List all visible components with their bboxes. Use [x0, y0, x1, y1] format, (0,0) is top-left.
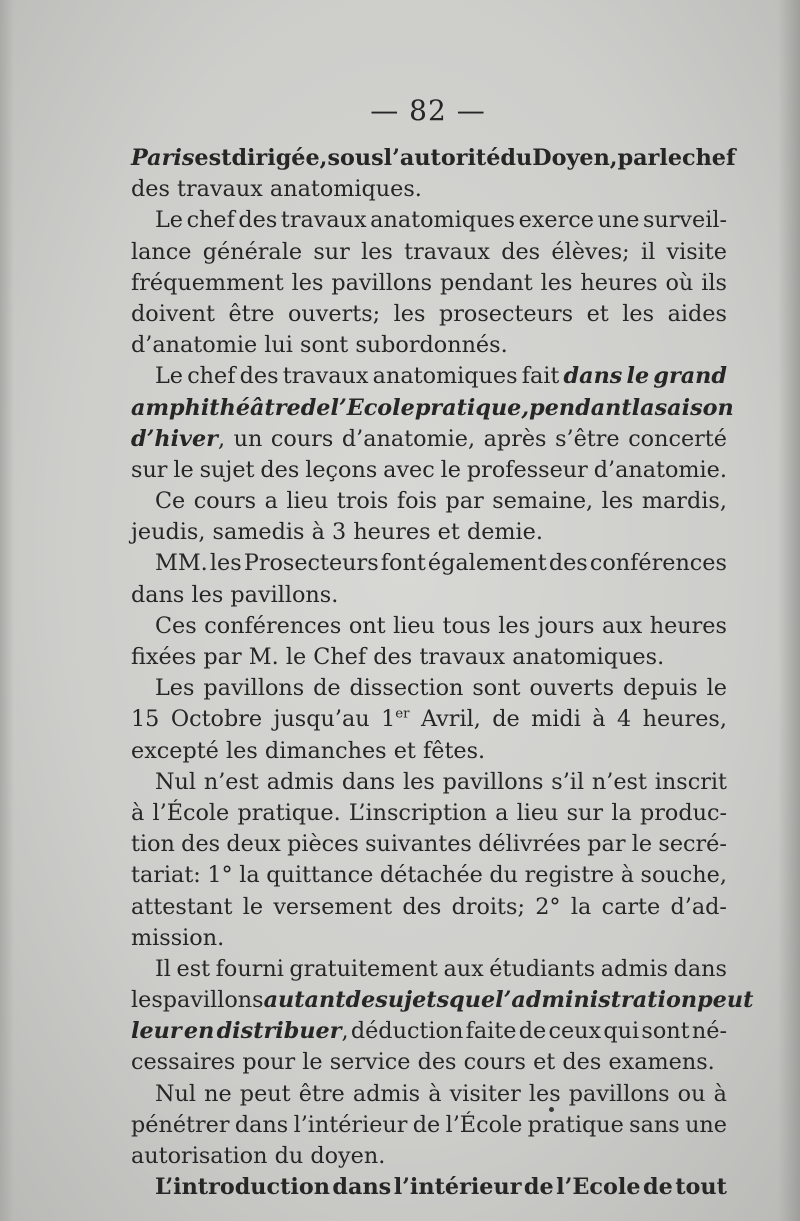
text-line [131, 798, 727, 829]
word: ouverts; [288, 300, 381, 327]
word: des [562, 1049, 602, 1076]
word: leçons [305, 456, 378, 483]
word: les [226, 737, 258, 764]
word: le [631, 831, 653, 858]
word: Doyen, [532, 145, 618, 171]
word: l’intérieur [293, 1111, 408, 1138]
word: 4 [617, 706, 632, 733]
text-line [131, 892, 727, 923]
text-line [131, 174, 727, 205]
text-line [131, 954, 727, 985]
word: est [194, 145, 232, 171]
word: ceux [548, 1018, 602, 1045]
word: pénétrer [131, 1111, 230, 1138]
word: cours [463, 1049, 526, 1076]
word: de [523, 1174, 554, 1201]
text-line [131, 611, 727, 642]
text-line [131, 642, 727, 673]
word: Octobre [170, 706, 263, 733]
text-line [131, 361, 727, 392]
word: tout [675, 1174, 727, 1201]
word: de [518, 1018, 547, 1045]
word: jusqu’au [273, 706, 370, 733]
word: est [176, 955, 211, 982]
word: gratuitement [289, 955, 438, 982]
text-line [131, 1016, 727, 1047]
word: les [131, 987, 163, 1014]
text-line [131, 330, 727, 361]
word: du [274, 1143, 304, 1169]
word: fêtes. [423, 737, 486, 764]
word: avec [383, 456, 435, 483]
word: service [329, 1049, 411, 1076]
word: l’Ecole [556, 1174, 641, 1201]
text-line [131, 548, 727, 579]
word: d’anatomie [131, 332, 258, 359]
word: grand [653, 363, 727, 390]
word: peut [697, 987, 754, 1014]
word: 2° [535, 893, 561, 920]
word: pavillons [162, 987, 264, 1014]
word: inscrit [654, 768, 727, 795]
word: distribuer, [216, 1018, 349, 1045]
word: saison [654, 394, 734, 421]
word: d’anatomie. [593, 456, 727, 483]
word: admis [266, 768, 335, 795]
word: Le [155, 207, 184, 234]
word: à [131, 799, 145, 826]
word: excepté [131, 737, 219, 764]
word: l’administration [495, 987, 698, 1014]
word: d’anatomie, [341, 425, 476, 452]
word: heures [353, 519, 431, 546]
text-line [131, 486, 727, 517]
word: lui [264, 332, 293, 359]
word: a [495, 799, 509, 826]
word: a [264, 488, 278, 515]
text-line [131, 1047, 727, 1078]
word: des [501, 238, 541, 265]
word: souche, [640, 862, 727, 889]
word: une [597, 207, 640, 234]
word: sont [300, 332, 349, 359]
word: admis [600, 955, 669, 982]
word: midi [531, 706, 581, 733]
word: semaine, [492, 488, 594, 515]
word: le [285, 644, 307, 670]
word: lieu [516, 799, 559, 826]
word: d’ad- [670, 893, 727, 920]
word: 15 [131, 706, 160, 733]
word: du [489, 862, 519, 889]
page-number: — 82 — [370, 94, 486, 127]
text-line [131, 736, 727, 767]
word: les [403, 768, 435, 795]
word: en [183, 1018, 215, 1045]
word: s’il [551, 768, 585, 795]
word: dans [234, 1111, 289, 1138]
word: tous [442, 612, 491, 639]
word: pavillons. [230, 581, 339, 608]
word: après [483, 425, 547, 452]
word: Paris [131, 145, 195, 171]
text-line [131, 1141, 727, 1172]
text-line [131, 1110, 727, 1141]
word: et [586, 300, 609, 327]
word: lieu [393, 612, 435, 639]
word: les [528, 1080, 561, 1107]
word: pour [242, 1049, 296, 1076]
word: conférences [204, 612, 342, 639]
word: de [412, 1111, 441, 1138]
word: versement [273, 893, 393, 920]
word: que [449, 987, 496, 1014]
word: demie. [466, 519, 543, 546]
word: samedis [212, 519, 305, 546]
word: Ce [155, 488, 186, 515]
word: ont [348, 612, 386, 639]
word: également [427, 550, 547, 577]
text-line [131, 704, 727, 735]
word: fois [396, 488, 438, 515]
text-line [131, 860, 727, 891]
word: exerce [518, 207, 594, 234]
word: le [659, 145, 683, 171]
word: MM. [155, 550, 208, 577]
word: pratique, [414, 394, 530, 421]
word: font [380, 550, 426, 577]
word: ou [677, 1080, 706, 1107]
word: secré- [658, 831, 727, 858]
word: dimanches [264, 737, 387, 764]
word: 3 [332, 519, 347, 546]
word: conférences [589, 550, 727, 577]
word: qui [603, 1018, 640, 1045]
word: pièces [287, 831, 359, 858]
word: autorisation [131, 1143, 268, 1169]
word: des [239, 363, 279, 390]
text-line [131, 829, 727, 860]
word: le [173, 456, 194, 483]
page-left-edge-shadow [0, 0, 14, 1221]
word: travaux [404, 238, 490, 265]
text-line [131, 299, 727, 330]
word: des [131, 176, 170, 203]
word: Avril, [420, 706, 481, 733]
word: lieu [286, 488, 329, 515]
word: doivent [131, 300, 215, 327]
word: examens. [608, 1049, 715, 1076]
word: des [373, 644, 413, 670]
word: sous [327, 145, 384, 171]
word: concerté [628, 425, 727, 452]
word: où [665, 269, 694, 296]
word: élèves; [551, 238, 630, 265]
text-line [131, 205, 727, 236]
word: pavillons [203, 675, 305, 702]
word: tariat: [131, 862, 201, 889]
word: L’introduction [155, 1174, 330, 1201]
word: fréquemment [131, 269, 284, 296]
word: sont [472, 675, 521, 702]
word: déduction [350, 1018, 464, 1045]
word: Prosecteurs [243, 550, 379, 577]
word: deux [226, 831, 281, 858]
word: fixées [131, 644, 197, 670]
word: anatomiques [370, 207, 516, 234]
word: cours [270, 425, 334, 452]
word: des [181, 831, 221, 858]
word: des [417, 1049, 457, 1076]
word: sur [313, 238, 350, 265]
word: le [626, 363, 650, 390]
word: né- [691, 1018, 727, 1045]
word: à [620, 862, 634, 889]
word: ils [701, 269, 727, 296]
word: travaux [282, 363, 369, 390]
word: fait [521, 363, 560, 390]
word: heures [580, 269, 658, 296]
page-right-edge-shadow [778, 0, 800, 1221]
word: faite [465, 1018, 517, 1045]
word: être [298, 1080, 345, 1107]
word: sont [641, 1018, 690, 1045]
word: Nul [155, 768, 197, 795]
word: et [533, 1049, 556, 1076]
word: leur [131, 1018, 182, 1045]
word: la [239, 862, 260, 889]
text-line [131, 1079, 727, 1110]
word: par [617, 145, 660, 171]
word: cessaires [131, 1049, 236, 1076]
word: admis [352, 1080, 421, 1107]
word: sur [566, 799, 604, 826]
body-text [131, 143, 754, 1203]
word: ne [204, 1080, 232, 1107]
word: l’Ecole [330, 394, 415, 421]
word: le [706, 675, 727, 702]
word: carte [601, 893, 661, 920]
text-line [131, 767, 727, 798]
word: surveil- [642, 207, 727, 234]
word: amphithéâtre [131, 394, 301, 421]
text-line [131, 455, 727, 486]
word: professeur [466, 456, 588, 483]
word: détachée [379, 862, 483, 889]
word: par [587, 831, 626, 858]
word: droits; [451, 893, 525, 920]
word: jours [537, 612, 595, 639]
word: pavillons [568, 1080, 670, 1107]
ink-speck [549, 1107, 554, 1112]
word: travaux [280, 207, 367, 234]
word: par [445, 488, 484, 515]
word: Ces [155, 612, 197, 639]
word: dirigée, [231, 145, 328, 171]
word: produc- [639, 799, 727, 826]
word: les [622, 300, 655, 327]
word: anatomiques. [512, 644, 665, 670]
word: le [302, 1049, 323, 1076]
word: pendant [440, 269, 533, 296]
word: sujets [375, 987, 450, 1014]
word: jeudis, [131, 519, 206, 546]
word: dans [332, 1174, 392, 1201]
word: autant [263, 987, 346, 1014]
word: des [238, 207, 278, 234]
word: lance [131, 238, 192, 265]
word: sujet [199, 456, 255, 483]
word: n’est [591, 768, 647, 795]
word: 1er [381, 706, 410, 733]
word: pavillons [442, 768, 544, 795]
word: visite [666, 238, 727, 265]
word: sur [131, 456, 168, 483]
word: heures, [642, 706, 727, 733]
word: les [393, 300, 426, 327]
word: doyen. [310, 1143, 386, 1169]
word: M. [248, 644, 279, 670]
word: d’hiver, [131, 425, 226, 452]
word: les [540, 269, 573, 296]
word: suivantes [365, 831, 472, 858]
word: depuis [623, 675, 698, 702]
word: 1° [207, 862, 233, 889]
word: et [393, 737, 416, 764]
word: travaux [177, 176, 263, 203]
word: mission. [131, 924, 225, 951]
text-line [131, 923, 727, 954]
word: les [361, 238, 393, 265]
word: pavillons [331, 269, 433, 296]
word: de [642, 1174, 673, 1201]
text-line [131, 1172, 727, 1203]
word: attestant [131, 893, 233, 920]
word: L’inscription [348, 799, 487, 826]
word: pratique [527, 1111, 624, 1138]
word: à [311, 519, 325, 546]
word: prosecteurs [438, 300, 574, 327]
word: le [440, 456, 461, 483]
word: les [209, 550, 242, 577]
word: Nul [155, 1080, 197, 1107]
word: chef [187, 363, 236, 390]
word: trois [336, 488, 389, 515]
word: l’intérieur [393, 1174, 522, 1201]
word: des [548, 550, 588, 577]
word: les [291, 269, 324, 296]
word: aux [443, 955, 484, 982]
word: n’est [203, 768, 259, 795]
word: du [500, 145, 533, 171]
word: dans [131, 581, 185, 608]
word: étudiants [489, 955, 596, 982]
word: dans [673, 955, 727, 982]
text-line [131, 143, 736, 174]
word: la [570, 893, 592, 920]
text-line [131, 580, 727, 611]
word: de [345, 987, 376, 1014]
text-line [131, 237, 727, 268]
word: un [233, 425, 263, 452]
word: peut [239, 1080, 291, 1107]
word: Les [155, 675, 195, 702]
text-line [131, 424, 727, 455]
word: heures [649, 612, 727, 639]
word: il [640, 238, 656, 265]
word: travaux [419, 644, 506, 670]
word: Le [155, 363, 184, 390]
word: une [685, 1111, 727, 1138]
word: tion [131, 831, 175, 858]
word: chef [186, 207, 235, 234]
word: de [492, 706, 520, 733]
word: s’être [555, 425, 620, 452]
word: les [601, 488, 634, 515]
word: Il [155, 955, 171, 982]
word: quittance [266, 862, 374, 889]
word: pratique. [237, 799, 341, 826]
word: pendant [529, 394, 632, 421]
word: et [437, 519, 460, 546]
word: subordonnés. [355, 332, 508, 359]
text-line [131, 673, 727, 704]
text-line [131, 268, 727, 299]
word: sans [629, 1111, 680, 1138]
word: les [498, 612, 531, 639]
word: des [260, 456, 300, 483]
text-line [131, 985, 754, 1016]
text-line [131, 393, 734, 424]
word: la [631, 394, 655, 421]
word: aux [601, 612, 643, 639]
word: Chef [313, 644, 367, 670]
word: la [611, 799, 632, 826]
word: anatomiques. [269, 176, 422, 203]
word: fourni [215, 955, 284, 982]
word: l’autorité [383, 145, 501, 171]
word: anatomiques [372, 363, 518, 390]
word: de [313, 675, 341, 702]
word: dans [563, 363, 623, 390]
word: registre [524, 862, 615, 889]
word: à [592, 706, 606, 733]
word: délivrées [478, 831, 581, 858]
word: l’École [152, 799, 230, 826]
word: des [402, 893, 442, 920]
word: le [242, 893, 264, 920]
word: ouverts [529, 675, 615, 702]
word: à [713, 1080, 727, 1107]
word: dissection [349, 675, 464, 702]
word: chef [682, 145, 736, 171]
word: par [203, 644, 242, 670]
word: visiter [449, 1080, 521, 1107]
word: aides [667, 300, 727, 327]
word: dans [341, 768, 396, 795]
word: mardis, [641, 488, 727, 515]
text-line [131, 517, 727, 548]
word: de [300, 394, 331, 421]
word: cours [193, 488, 257, 515]
word: être [228, 300, 275, 327]
word: l’École [445, 1111, 523, 1138]
word: générale [202, 238, 303, 265]
word: à [428, 1080, 442, 1107]
word: les [191, 581, 224, 608]
